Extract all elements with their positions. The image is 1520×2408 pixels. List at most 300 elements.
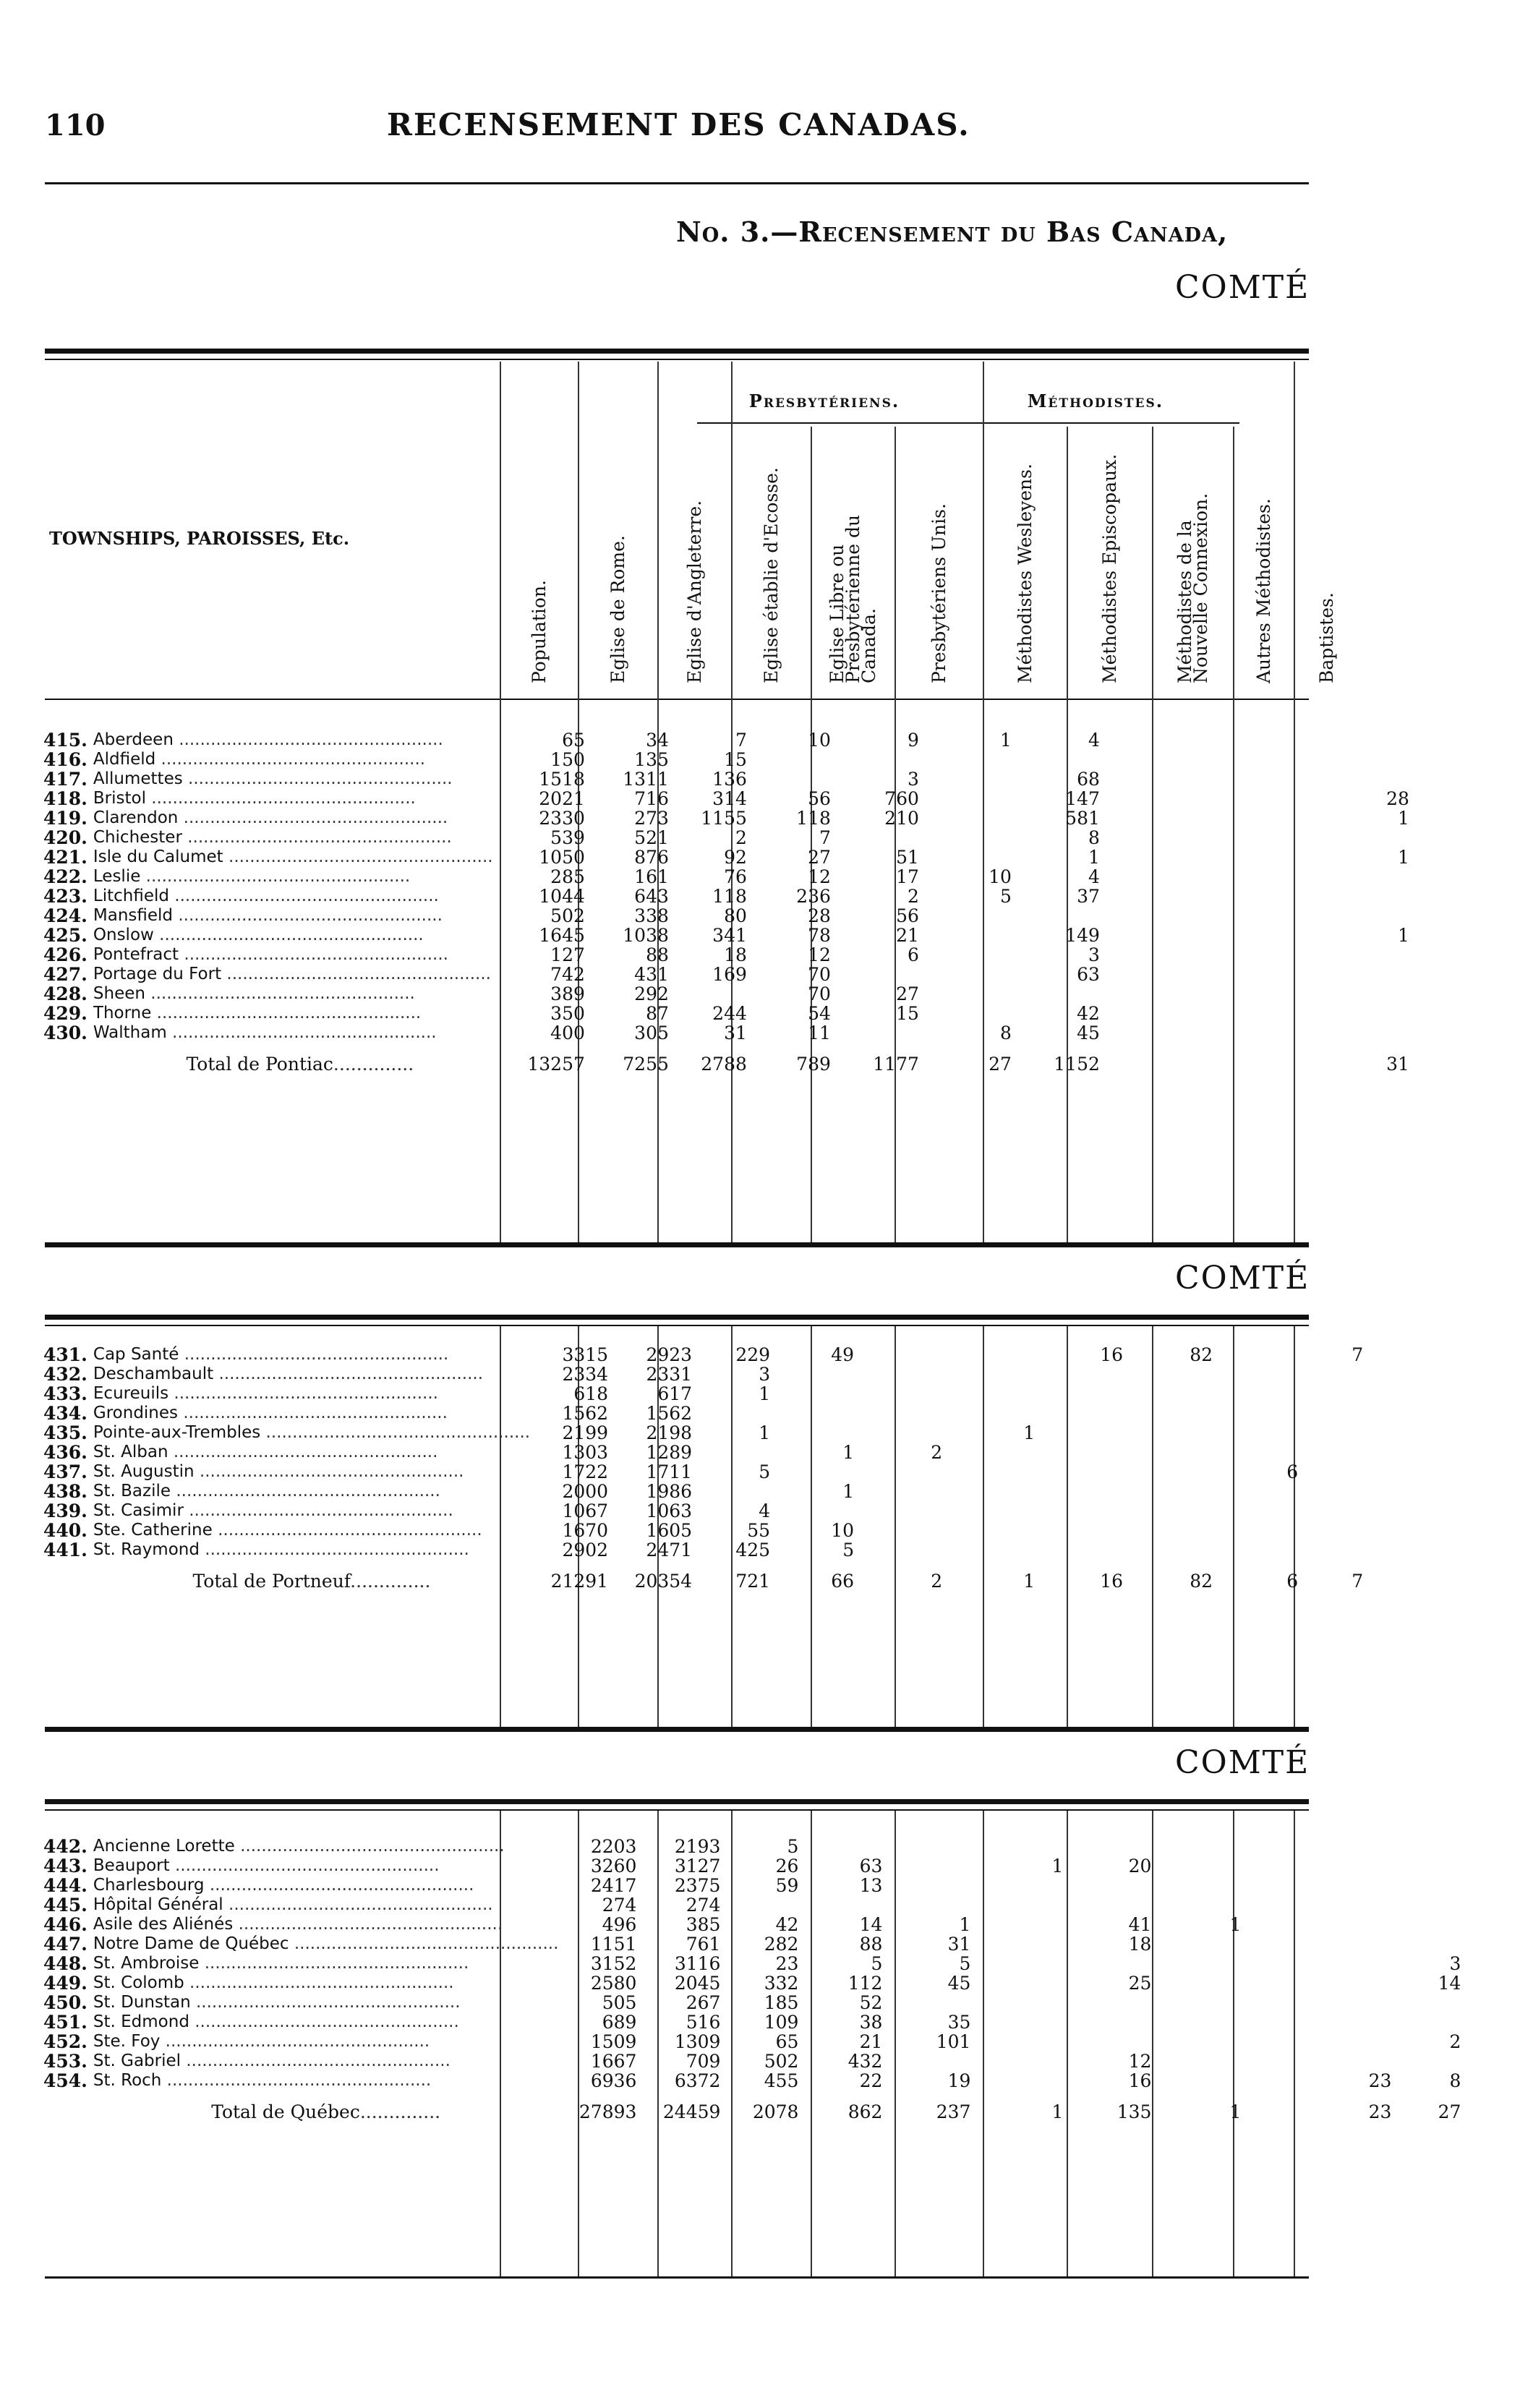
cell-5: 3 [907, 769, 919, 789]
cell-2: 87 [646, 1004, 669, 1023]
cell-4 [774, 1423, 858, 1443]
cell-3: 282 [764, 1934, 799, 1954]
header-bottom-rule [45, 699, 1309, 700]
row-number: 442. [43, 1837, 87, 1856]
cell-2: 1562 [646, 1404, 693, 1423]
comte-heading-2: COMTÉ [1175, 1260, 1310, 1297]
table-row [43, 2052, 1465, 2071]
cell-4 [774, 1384, 858, 1404]
cell-5: 21 [896, 926, 919, 945]
leader-dots: .................................................. [199, 1540, 469, 1559]
place-name-text: Allumettes [93, 769, 183, 788]
cell-10: 23 [1368, 2071, 1392, 2091]
section-2-top-rule [45, 1315, 1309, 1320]
cell-8 [1127, 1521, 1217, 1540]
cell-3: 76 [724, 867, 747, 887]
table-row [43, 769, 1414, 789]
cell-6 [947, 1521, 1039, 1540]
cell-10 [1302, 1501, 1367, 1521]
row-number: 437. [43, 1462, 87, 1482]
cell-8 [1127, 1540, 1217, 1560]
place-name [93, 750, 507, 769]
cell-7 [1039, 1443, 1127, 1462]
cell-11 [1344, 887, 1414, 906]
cell-1: 1518 [539, 769, 585, 789]
cell-4: 11 [808, 1023, 831, 1043]
cell-1: 6936 [590, 2071, 637, 2091]
table-row [43, 789, 1414, 808]
cell-6 [975, 2012, 1067, 2032]
total-cell-5: 2 [931, 1571, 943, 1592]
cell-10 [1331, 1915, 1396, 1934]
row-number: 449. [43, 1973, 87, 1993]
cell-9 [1194, 1023, 1279, 1043]
cell-1: 539 [550, 828, 585, 848]
cell-11 [1344, 984, 1414, 1004]
table-row [43, 828, 1414, 848]
cell-7: 37 [1077, 887, 1100, 906]
cell-2: 1986 [646, 1482, 693, 1501]
cell-11 [1396, 1856, 1465, 1876]
cell-7 [1039, 1423, 1127, 1443]
cell-11 [1396, 2012, 1465, 2032]
cell-8 [1104, 984, 1194, 1004]
cell-5: 27 [896, 984, 919, 1004]
cell-9 [1245, 2071, 1331, 2091]
cell-8 [1127, 1384, 1217, 1404]
cell-8 [1156, 1973, 1245, 1993]
leader-dots: .................................................. [179, 945, 448, 964]
cell-5: 35 [947, 2012, 971, 2032]
cell-6 [975, 1934, 1067, 1954]
cell-3: 26 [775, 1856, 799, 1876]
header-rule [45, 182, 1309, 184]
cell-3: 55 [747, 1521, 771, 1540]
cell-6 [923, 984, 1016, 1004]
cell-4: 112 [847, 1973, 883, 1993]
cell-4: 5 [871, 1954, 883, 1973]
cell-7: 18 [1128, 1934, 1152, 1954]
cell-7 [1016, 906, 1104, 926]
place-name-text: Sheen [93, 984, 145, 1003]
cell-8 [1104, 769, 1194, 789]
cell-3 [696, 1404, 774, 1423]
cell-2: 1309 [674, 2032, 721, 2052]
row-number: 450. [43, 1993, 87, 2012]
table-row [43, 1004, 1414, 1023]
table-row [43, 1915, 1465, 1934]
cell-6 [975, 1973, 1067, 1993]
cell-4: 10 [831, 1521, 855, 1540]
cell-10 [1331, 1934, 1396, 1954]
cell-11 [1367, 1462, 1437, 1482]
cell-8 [1156, 2012, 1245, 2032]
total-label-text: Total de Québec [211, 2101, 360, 2122]
cell-8 [1127, 1501, 1217, 1521]
cell-2: 1711 [646, 1462, 693, 1482]
place-name [93, 1443, 530, 1462]
cell-5: 56 [896, 906, 919, 926]
cell-8 [1156, 2071, 1245, 2091]
cell-4: 52 [859, 1993, 883, 2012]
place-name [93, 769, 507, 789]
row-number: 451. [43, 2012, 87, 2032]
cell-10 [1302, 1462, 1367, 1482]
cell-5 [858, 1345, 947, 1365]
cell-3 [696, 1443, 774, 1462]
cell-1: 1670 [562, 1521, 609, 1540]
leader-dots: .................................................. [213, 1365, 484, 1383]
cell-2: 516 [686, 2012, 721, 2032]
table-row [43, 1345, 1437, 1365]
cell-2: 876 [634, 848, 669, 867]
cell-7: 63 [1077, 965, 1100, 984]
cell-6 [923, 848, 1016, 867]
total-cell-2: 20354 [634, 1571, 693, 1592]
cell-10 [1279, 984, 1344, 1004]
cell-7: 68 [1077, 769, 1100, 789]
total-cell-5: 1177 [873, 1054, 919, 1075]
cell-1: 505 [602, 1993, 637, 2012]
place-name-text: Ecureuils [93, 1384, 169, 1403]
cell-11: 14 [1438, 1973, 1461, 1993]
table-row [43, 2071, 1465, 2091]
cell-5 [858, 1501, 947, 1521]
group-presbyteriens: Presbytériens. [748, 390, 900, 411]
cell-5 [858, 1540, 947, 1560]
leader-dots: .................................................. [151, 1004, 422, 1022]
place-name [93, 848, 507, 867]
cell-2: 617 [657, 1384, 693, 1404]
cell-1: 274 [602, 1895, 637, 1915]
table-row [43, 1501, 1437, 1521]
cell-5 [887, 2052, 975, 2071]
place-name-text: Chichester [93, 828, 182, 847]
leader-dots: .................................................. [223, 1895, 493, 1914]
cell-6: 1 [1051, 1856, 1064, 1876]
cell-7 [1039, 1404, 1127, 1423]
cell-11: 8 [1449, 2071, 1461, 2091]
cell-7: 3 [1088, 945, 1100, 965]
cell-5: 45 [947, 1973, 971, 1993]
cell-9 [1194, 887, 1279, 906]
column-header-10: Autres Méthodistes. [1253, 498, 1274, 683]
total-label [93, 1043, 507, 1086]
cell-3: 332 [764, 1973, 799, 1993]
cell-8 [1156, 1856, 1245, 1876]
pontiac-table [43, 730, 1414, 1086]
cell-4: 1 [842, 1443, 855, 1462]
cell-1: 689 [602, 2012, 637, 2032]
cell-4 [774, 1462, 858, 1482]
cell-9 [1217, 1365, 1302, 1384]
table-row [43, 1521, 1437, 1540]
row-number: 428. [43, 984, 87, 1004]
cell-6 [975, 1895, 1067, 1915]
table-row [43, 2032, 1465, 2052]
leader-dots: .................................................. [153, 926, 424, 944]
cell-9: 6 [1286, 1462, 1299, 1482]
cell-6 [923, 769, 1016, 789]
cell-1: 1645 [539, 926, 585, 945]
cell-2: 2331 [646, 1365, 693, 1384]
cell-3: 169 [712, 965, 747, 984]
place-name-text: Aberdeen [93, 730, 174, 749]
total-cell-8: 82 [1190, 1571, 1213, 1592]
cell-7 [1039, 1521, 1127, 1540]
place-name [93, 1482, 530, 1501]
row-number: 416. [43, 750, 87, 769]
cell-10 [1331, 1993, 1396, 2012]
cell-4: 1 [842, 1482, 855, 1501]
cell-7 [1039, 1462, 1127, 1482]
cell-11 [1344, 828, 1414, 848]
cell-7 [1016, 984, 1104, 1004]
cell-10 [1279, 945, 1344, 965]
cell-5 [835, 1023, 923, 1043]
place-name [93, 1345, 530, 1365]
cell-5: 9 [907, 730, 919, 750]
cell-5 [858, 1404, 947, 1423]
total-row [43, 2091, 1465, 2134]
cell-6 [923, 945, 1016, 965]
cell-11 [1367, 1501, 1437, 1521]
cell-3: 23 [775, 1954, 799, 1973]
cell-10 [1302, 1482, 1367, 1501]
cell-5: 1 [959, 1915, 971, 1934]
cell-2: 135 [634, 750, 669, 769]
cell-1: 1509 [590, 2032, 637, 2052]
row-number: 425. [43, 926, 87, 945]
table-row [43, 2012, 1465, 2032]
cell-1: 502 [550, 906, 585, 926]
cell-2: 305 [634, 1023, 669, 1043]
cell-8 [1104, 1004, 1194, 1023]
section-1-rule [45, 1242, 1309, 1247]
cell-2: 2375 [674, 1876, 721, 1895]
comte-heading-3: COMTÉ [1175, 1744, 1310, 1781]
place-name-text: St. Raymond [93, 1540, 200, 1559]
cell-2: 1605 [646, 1521, 693, 1540]
portneuf-table [43, 1345, 1437, 1603]
table-row [43, 1973, 1465, 1993]
cell-1: 618 [573, 1384, 609, 1404]
cell-2: 2471 [646, 1540, 693, 1560]
table-row [43, 1384, 1437, 1404]
total-cell-9 [1194, 1043, 1279, 1086]
cell-10 [1302, 1521, 1367, 1540]
place-name-text: Beauport [93, 1856, 170, 1875]
cell-7: 1 [1088, 848, 1100, 867]
cell-1: 389 [550, 984, 585, 1004]
cell-8: 82 [1190, 1345, 1213, 1365]
cell-3 [673, 984, 751, 1004]
cell-1: 2203 [590, 1837, 637, 1856]
cell-1: 1303 [562, 1443, 609, 1462]
table-row [43, 1837, 1465, 1856]
leader-dots: .................................................. [182, 769, 453, 788]
cell-6 [923, 965, 1016, 984]
place-name-text: St. Augustin [93, 1462, 195, 1481]
cell-5 [887, 1876, 975, 1895]
cell-4: 28 [808, 906, 831, 926]
place-name [93, 1934, 559, 1954]
cell-5 [858, 1462, 947, 1482]
cell-8 [1156, 1934, 1245, 1954]
cell-8 [1104, 730, 1194, 750]
cell-5 [858, 1365, 947, 1384]
place-name-text: Isle du Calumet [93, 848, 223, 866]
leader-dots: .................................................. [233, 1915, 503, 1934]
cell-6: 10 [989, 867, 1012, 887]
row-number: 452. [43, 2032, 87, 2052]
cell-1: 2199 [562, 1423, 609, 1443]
cell-1: 400 [550, 1023, 585, 1043]
cell-2: 2193 [674, 1837, 721, 1856]
cell-9 [1194, 965, 1279, 984]
cell-8 [1104, 887, 1194, 906]
cell-10 [1279, 730, 1344, 750]
section-2-top-rule-thin [45, 1325, 1309, 1326]
cell-7: 45 [1077, 1023, 1100, 1043]
cell-11 [1344, 906, 1414, 926]
place-name-text: Hôpital Général [93, 1895, 223, 1914]
table-row [43, 1856, 1465, 1876]
cell-1: 1722 [562, 1462, 609, 1482]
cell-11 [1396, 1993, 1465, 2012]
row-number: 419. [43, 808, 87, 828]
cell-9 [1245, 1915, 1331, 1934]
cell-11 [1344, 1023, 1414, 1043]
cell-5: 2 [931, 1443, 943, 1462]
cell-7 [1039, 1482, 1127, 1501]
cell-10 [1302, 1404, 1367, 1423]
cell-8 [1104, 926, 1194, 945]
cell-9 [1194, 730, 1279, 750]
row-number: 446. [43, 1915, 87, 1934]
leader-dots: .................................................. [178, 808, 448, 827]
leader-dots: .................................................. [178, 1404, 448, 1422]
cell-2: 1063 [646, 1501, 693, 1521]
cell-3: 314 [712, 789, 747, 808]
cell-9 [1217, 1443, 1302, 1462]
cell-7 [1067, 1876, 1156, 1895]
place-name [93, 1856, 559, 1876]
cell-4: 63 [859, 1856, 883, 1876]
cell-9 [1245, 1993, 1331, 2012]
column-header-6: Presbytériens Unis. [928, 503, 949, 683]
cell-7 [1039, 1540, 1127, 1560]
cell-10 [1331, 1856, 1396, 1876]
row-number: 444. [43, 1876, 87, 1895]
cell-3: 59 [775, 1876, 799, 1895]
place-name [93, 1540, 530, 1560]
cell-2: 716 [634, 789, 669, 808]
cell-9 [1217, 1482, 1302, 1501]
leader-dots: .................................................. [168, 887, 439, 905]
cell-10 [1331, 2032, 1396, 2052]
cell-10 [1331, 1837, 1396, 1856]
column-header-3: Eglise d'Angleterre. [684, 500, 705, 683]
cell-6 [947, 1501, 1039, 1521]
place-name-text: Aldfield [93, 750, 156, 769]
column-header-8: Méthodistes Episcopaux. [1099, 453, 1120, 683]
cell-11 [1344, 867, 1414, 887]
column-header-5: Eglise Libre ou Presbytérienne du Canada. [827, 514, 879, 683]
cell-4 [774, 1501, 858, 1521]
cell-7: 12 [1128, 2052, 1152, 2071]
total-cell-1: 27893 [578, 2101, 637, 2122]
cell-1: 150 [550, 750, 585, 769]
place-name-text: St. Ambroise [93, 1954, 200, 1973]
cell-2: 34 [646, 730, 669, 750]
cell-11 [1344, 945, 1414, 965]
cell-3: 502 [764, 2052, 799, 2071]
cell-8 [1156, 1895, 1245, 1915]
leader-dots: .................................................. [199, 1954, 469, 1973]
leader-dots: .................................................. [145, 984, 415, 1003]
cell-7: 42 [1077, 1004, 1100, 1023]
total-cell-11: 31 [1386, 1054, 1409, 1075]
cell-11: 1 [1397, 848, 1409, 867]
cell-11: 1 [1397, 926, 1409, 945]
cell-3: 341 [712, 926, 747, 945]
place-name [93, 1521, 530, 1540]
cell-11 [1367, 1384, 1437, 1404]
row-label-header: TOWNSHIPS, PAROISSES, Etc. [49, 528, 350, 549]
table-row [43, 1023, 1414, 1043]
cell-3: 455 [764, 2071, 799, 2091]
cell-10 [1302, 1423, 1367, 1443]
running-title: RECENSEMENT DES CANADAS. [387, 107, 970, 142]
cell-4: 432 [847, 2052, 883, 2071]
cell-3: 1155 [701, 808, 747, 828]
cell-1: 1067 [562, 1501, 609, 1521]
place-name-text: St. Dunstan [93, 1993, 191, 2012]
table-row [43, 867, 1414, 887]
cell-6: 8 [999, 1023, 1012, 1043]
cell-3: 80 [724, 906, 747, 926]
cell-1: 742 [550, 965, 585, 984]
table-row [43, 1423, 1437, 1443]
leader-dots: .................................................. [212, 1521, 482, 1540]
cell-8 [1104, 965, 1194, 984]
group-rule [697, 422, 1239, 424]
total-cell-4: 789 [796, 1054, 831, 1075]
cell-5 [858, 1384, 947, 1404]
quebec-table [43, 1837, 1465, 2134]
cell-7 [1067, 1895, 1156, 1915]
leader-dots: .................................................. [166, 1023, 437, 1042]
section-3-top-rule [45, 1799, 1309, 1804]
cell-9 [1194, 750, 1279, 769]
cell-1: 2000 [562, 1482, 609, 1501]
row-number: 447. [43, 1934, 87, 1954]
place-name-text: St. Casimir [93, 1501, 184, 1520]
cell-11 [1396, 1934, 1465, 1954]
cell-11 [1367, 1540, 1437, 1560]
place-name-text: Ste. Foy [93, 2032, 161, 2051]
cell-6: 1 [999, 730, 1012, 750]
cell-4: 78 [808, 926, 831, 945]
total-cell-10: 23 [1368, 2101, 1392, 2122]
cell-8 [1104, 828, 1194, 848]
cell-9 [1245, 1856, 1331, 1876]
cell-4: 27 [808, 848, 831, 867]
row-number: 435. [43, 1423, 87, 1443]
cell-6: 1 [1023, 1423, 1036, 1443]
place-name-text: Grondines [93, 1404, 179, 1422]
